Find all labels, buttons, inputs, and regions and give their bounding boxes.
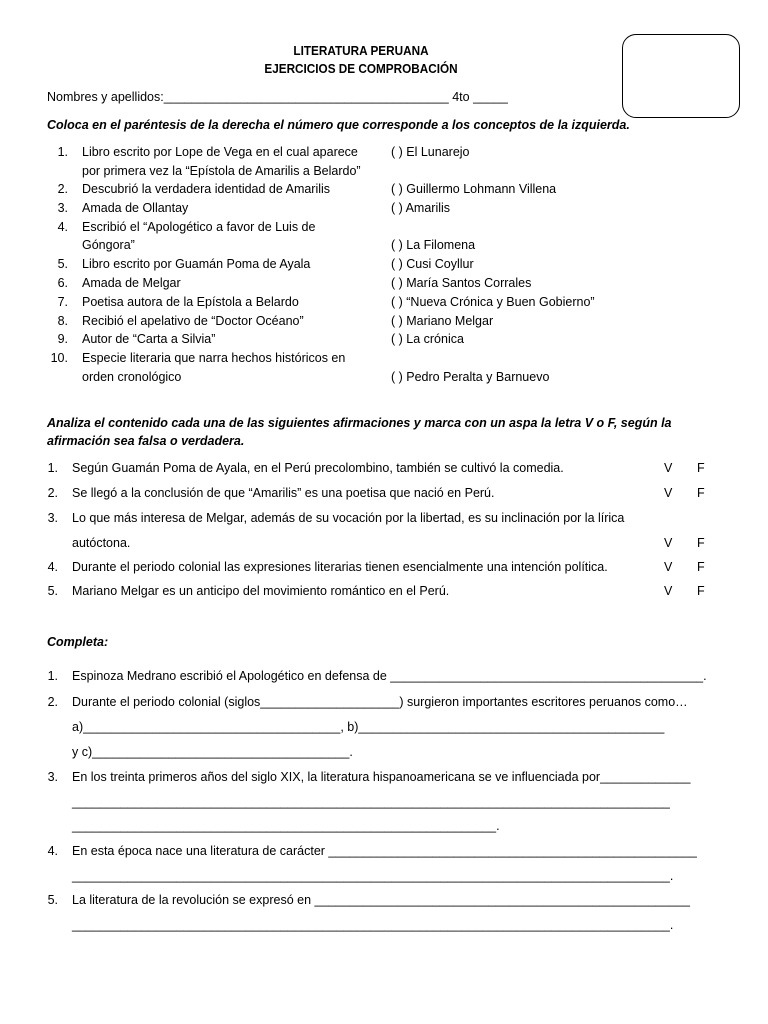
- false-option[interactable]: F: [697, 560, 705, 574]
- concept-text: Escribió el “Apologético a favor de Luis de: [82, 220, 316, 234]
- statement-text: Mariano Melgar es un anticipo del movimiento romántico en el Perú.: [72, 584, 450, 598]
- item-number: 1.: [47, 669, 58, 683]
- item-number: 3.: [57, 201, 68, 215]
- fill-in-blank[interactable]: _____________________________________________________________.: [72, 819, 500, 833]
- item-number: 1.: [47, 461, 58, 475]
- concept-text: Especie literaria que narra hechos históricos en: [82, 351, 346, 365]
- name-line[interactable]: Nombres y apellidos:_________________________________________ 4to _____: [47, 90, 508, 104]
- concept-text: Recibió el apelativo de “Doctor Océano”: [82, 314, 304, 328]
- true-option[interactable]: V: [664, 584, 673, 598]
- answer-option[interactable]: ( ) “Nueva Crónica y Buen Gobierno”: [391, 295, 595, 309]
- true-option[interactable]: V: [664, 560, 673, 574]
- fill-in-blank[interactable]: Durante el periodo colonial (siglos____________________) surgieron importantes escritores peruanos como…: [72, 695, 688, 709]
- concept-text: Descubrió la verdadera identidad de Amarilis: [82, 182, 331, 196]
- item-number: 4.: [47, 844, 58, 858]
- fill-in-blank[interactable]: La literatura de la revolución se expresó en ______________________________________________________: [72, 893, 690, 907]
- concept-text: Amada de Ollantay: [82, 201, 189, 215]
- item-number: 3.: [47, 770, 58, 784]
- page-subtitle: EJERCICIOS DE COMPROBACIÓN: [264, 62, 458, 76]
- statement-text: Según Guamán Poma de Ayala, en el Perú precolombino, también se cultivó la comedia.: [72, 461, 564, 475]
- statement-text: autóctona.: [72, 536, 131, 550]
- answer-option[interactable]: ( ) Pedro Peralta y Barnuevo: [391, 370, 550, 384]
- false-option[interactable]: F: [697, 536, 705, 550]
- concept-text: Amada de Melgar: [82, 276, 181, 290]
- concept-text: Libro escrito por Lope de Vega en el cual aparece: [82, 145, 358, 159]
- answer-option[interactable]: ( ) Cusi Coyllur: [391, 257, 474, 271]
- answer-option[interactable]: ( ) Guillermo Lohmann Villena: [391, 182, 557, 196]
- true-option[interactable]: V: [664, 536, 673, 550]
- fill-in-blank[interactable]: a)_____________________________________, b)____________________________________________: [72, 720, 665, 734]
- item-number: 2.: [47, 695, 58, 709]
- answer-option[interactable]: ( ) Amarilis: [391, 201, 451, 215]
- section3-heading: Completa:: [47, 635, 109, 649]
- answer-option[interactable]: ( ) María Santos Corrales: [391, 276, 532, 290]
- statement-text: Lo que más interesa de Melgar, además de su vocación por la libertad, es su inclinación por la lírica: [72, 511, 625, 525]
- item-number: 4.: [57, 220, 68, 234]
- section2-instruction: afirmación sea falsa o verdadera.: [47, 434, 245, 448]
- false-option[interactable]: F: [697, 461, 705, 475]
- fill-in-blank[interactable]: ______________________________________________________________________________________.: [72, 869, 674, 883]
- item-number: 5.: [57, 257, 68, 271]
- fill-in-blank[interactable]: En esta época nace una literatura de carácter _____________________________________________________: [72, 844, 697, 858]
- statement-text: Durante el periodo colonial las expresiones literarias tienen esencialmente una intención política.: [72, 560, 608, 574]
- answer-option[interactable]: ( ) La crónica: [391, 332, 464, 346]
- false-option[interactable]: F: [697, 486, 705, 500]
- section1-instruction: Coloca en el paréntesis de la derecha el número que corresponde a los conceptos de la izquierda.: [47, 118, 630, 132]
- item-number: 8.: [57, 314, 68, 328]
- item-number: 1.: [57, 145, 68, 159]
- fill-in-blank[interactable]: ______________________________________________________________________________________.: [72, 918, 674, 932]
- concept-text: orden cronológico: [82, 370, 182, 384]
- concept-text: Autor de “Carta a Silvia”: [82, 332, 216, 346]
- section2-instruction: Analiza el contenido cada una de las siguientes afirmaciones y marca con un aspa la letra V o F, según la: [47, 416, 672, 430]
- answer-option[interactable]: ( ) El Lunarejo: [391, 145, 470, 159]
- true-option[interactable]: V: [664, 486, 673, 500]
- false-option[interactable]: F: [697, 584, 705, 598]
- answer-option[interactable]: ( ) Mariano Melgar: [391, 314, 494, 328]
- item-number: 3.: [47, 511, 58, 525]
- answer-option[interactable]: ( ) La Filomena: [391, 238, 476, 252]
- item-number: 7.: [57, 295, 68, 309]
- fill-in-blank[interactable]: Espinoza Medrano escribió el Apologético en defensa de _____________________________________________.: [72, 669, 707, 683]
- concept-text: Libro escrito por Guamán Poma de Ayala: [82, 257, 311, 271]
- photo-box: [622, 34, 740, 118]
- item-number: 2.: [57, 182, 68, 196]
- item-number: 4.: [47, 560, 58, 574]
- item-number: 9.: [57, 332, 68, 346]
- item-number: 10.: [50, 351, 68, 365]
- statement-text: Se llegó a la conclusión de que “Amarilis” es una poetisa que nació en Perú.: [72, 486, 495, 500]
- item-number: 5.: [47, 893, 58, 907]
- concept-text: Poetisa autora de la Epístola a Belardo: [82, 295, 299, 309]
- true-option[interactable]: V: [664, 461, 673, 475]
- fill-in-blank[interactable]: En los treinta primeros años del siglo XIX, la literatura hispanoamericana se ve influenciada por_____________: [72, 770, 691, 784]
- item-number: 6.: [57, 276, 68, 290]
- page-title: LITERATURA PERUANA: [293, 44, 429, 58]
- concept-text: por primera vez la “Epístola de Amarilis a Belardo”: [82, 164, 361, 178]
- fill-in-blank[interactable]: y c)_____________________________________.: [72, 745, 353, 759]
- item-number: 2.: [47, 486, 58, 500]
- concept-text: Góngora”: [82, 238, 135, 252]
- fill-in-blank[interactable]: ______________________________________________________________________________________: [72, 795, 670, 809]
- item-number: 5.: [47, 584, 58, 598]
